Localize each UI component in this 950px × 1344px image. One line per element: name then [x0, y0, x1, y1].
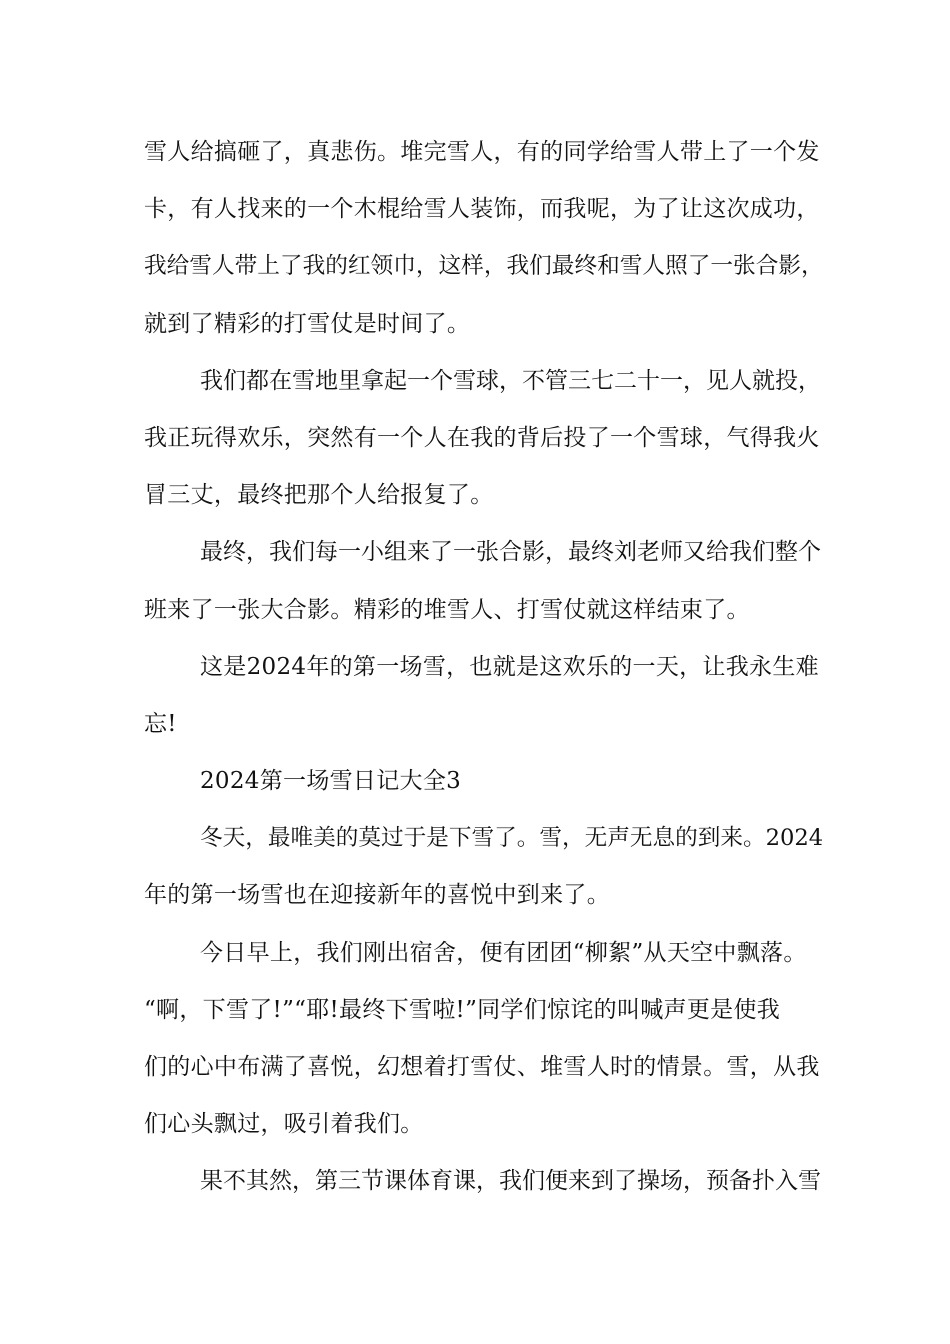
text-line: 班来了一张大合影。精彩的堆雪人、打雪仗就这样结束了。	[144, 596, 750, 623]
text-line: 冬天，最唯美的莫过于是下雪了。雪，无声无息的到来。2024	[200, 825, 824, 852]
text-line: 们心头飘过，吸引着我们。	[144, 1111, 424, 1138]
text-line: 就到了精彩的打雪仗是时间了。	[144, 310, 471, 337]
text-line: “啊，下雪了!”“耶!最终下雪啦!”同学们惊诧的叫喊声更是使我	[144, 996, 781, 1023]
text-line: 冒三丈，最终把那个人给报复了。	[144, 482, 494, 509]
text-line: 我们都在雪地里拿起一个雪球，不管三七二十一，见人就投，	[200, 367, 821, 394]
text-line: 最终，我们每一小组来了一张合影，最终刘老师又给我们整个	[200, 539, 821, 566]
text-line: 们的心中布满了喜悦，幻想着打雪仗、堆雪人时的情景。雪，从我	[144, 1054, 820, 1080]
text-line: 今日早上，我们刚出宿舍，便有团团“柳絮”从天空中飘落。	[200, 939, 807, 966]
text-line: 我正玩得欢乐，突然有一个人在我的背后投了一个雪球，气得我火	[144, 424, 820, 451]
text-line: 我给雪人带上了我的红领巾，这样，我们最终和雪人照了一张合影，	[144, 253, 824, 280]
text-line: 果不其然，第三节课体育课，我们便来到了操场，预备扑入雪	[200, 1168, 821, 1195]
text-line: 2024第一场雪日记大全3	[200, 768, 462, 795]
body-text	[144, 124, 824, 1211]
text-line: 卡，有人找来的一个木棍给雪人装饰，而我呢，为了让这次成功，	[144, 196, 820, 223]
text-line: 这是2024年的第一场雪，也就是这欢乐的一天，让我永生难	[200, 653, 819, 680]
text-line: 忘!	[144, 710, 177, 737]
text-line: 年的第一场雪也在迎接新年的喜悦中到来了。	[144, 882, 610, 909]
text-line: 雪人给搞砸了，真悲伤。堆完雪人，有的同学给雪人带上了一个发	[144, 139, 820, 165]
